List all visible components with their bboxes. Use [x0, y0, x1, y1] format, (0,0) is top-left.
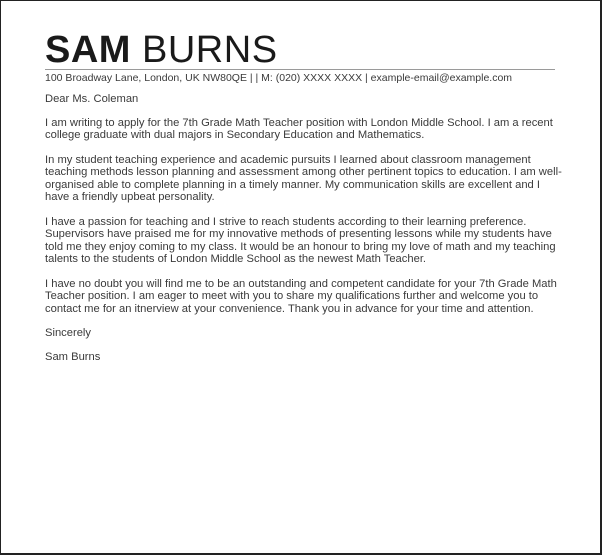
- paragraph-closing: I have no doubt you will find me to be an outstanding and competent candidate for your 7th Grade Math Teacher position. I am eager to meet with you to share my qualifications further and welcome you to contact me for an itnerview at your convenience. Thank you in advance for your time and attention.: [45, 277, 557, 315]
- salutation: Dear Ms. Coleman: [45, 93, 139, 105]
- letter-body: [45, 93, 565, 375]
- sender-last-name: BURNS: [142, 29, 278, 71]
- signature: Sam Burns: [45, 350, 101, 363]
- sender-first-name: SAM: [45, 29, 131, 71]
- sender-name: [45, 30, 278, 70]
- contact-line: 100 Broadway Lane, London, UK NW80QE | | M: (020) XXXX XXXX | example-email@example.com: [45, 72, 513, 84]
- paragraph-passion: I have a passion for teaching and I strive to reach students according to their learning preference. Supervisors have praised me for my innovative methods of presenting lessons while my students have told me they enjoy coming to my class. It would be an honour to bring my love of math and my teaching talents to the students of London Middle School as the newest Math Teacher.: [45, 215, 556, 265]
- paragraph-experience: In my student teaching experience and academic pursuits I learned about classroom management teaching methods lesson planning and assessment among other pertinent topics to education. I am well-organised able to complete planning in a timely manner. My communication skills are excellent and I have a friendly upbeat personality.: [45, 153, 562, 203]
- closing: Sincerely: [45, 327, 92, 339]
- header-divider: [45, 69, 555, 70]
- paragraph-intro: I am writing to apply for the 7th Grade Math Teacher position with London Middle School. I am a recent college graduate with dual majors in Secondary Education and Mathematics.: [45, 116, 553, 141]
